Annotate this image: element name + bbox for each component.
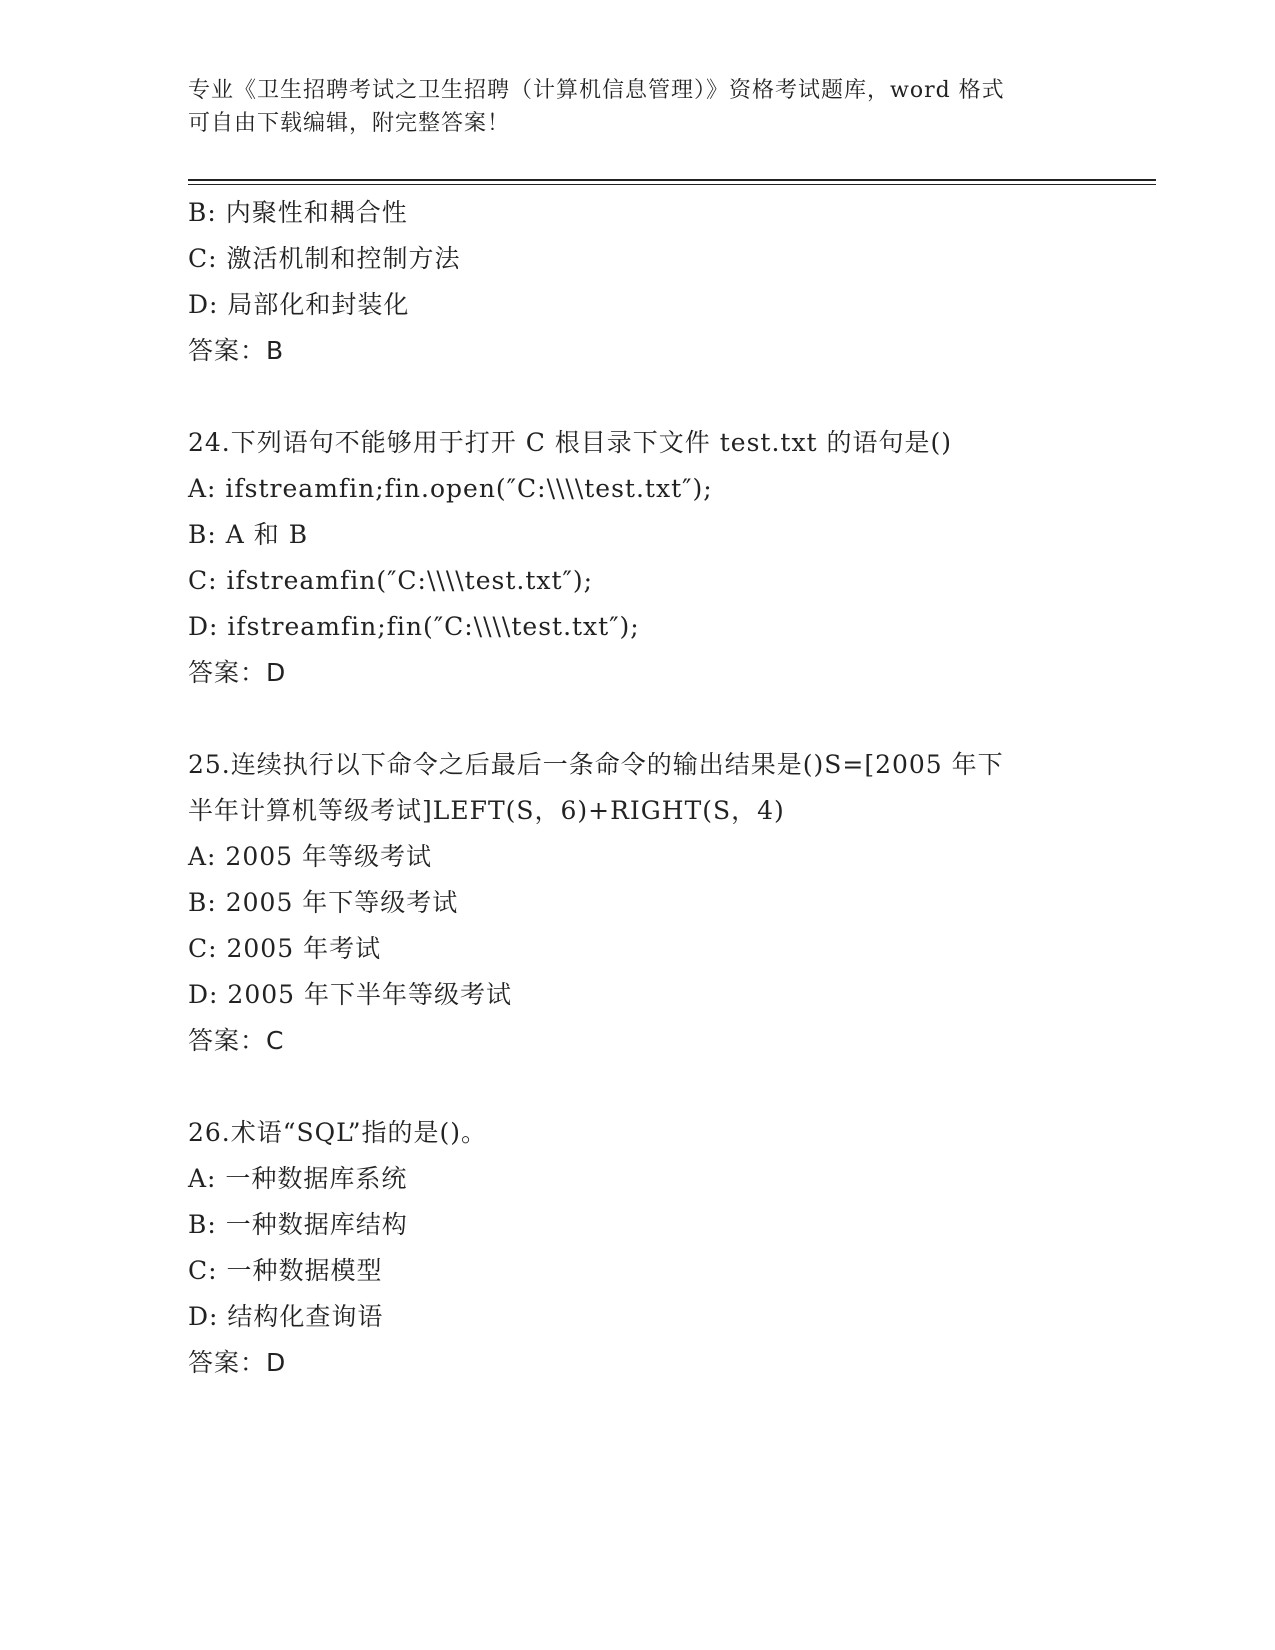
q26-answer: 答案：D [188, 1348, 287, 1377]
q25-option-d: D: 2005 年下半年等级考试 [188, 980, 512, 1009]
q26-option-a: A: 一种数据库系统 [188, 1164, 408, 1193]
question-24-block [188, 420, 1148, 696]
document-header [188, 74, 1088, 140]
q24-option-d: D: ifstreamfin;fin(″C:\\\\test.txt″); [188, 612, 640, 641]
q24-question: 24.下列语句不能够用于打开 C 根目录下文件 test.txt 的语句是() [188, 428, 953, 457]
q23-answer: 答案：B [188, 336, 285, 365]
question-26-block [188, 1110, 1148, 1386]
q25-answer: 答案：C [188, 1026, 285, 1055]
q25-question-line-1: 25.连续执行以下命令之后最后一条命令的输出结果是()S=[2005 年下 [188, 750, 1004, 779]
q26-option-d: D: 结构化查询语 [188, 1302, 384, 1331]
header-divider-thick [188, 179, 1156, 181]
q26-option-c: C: 一种数据模型 [188, 1256, 383, 1285]
q25-option-c: C: 2005 年考试 [188, 934, 382, 963]
question-25-block [188, 742, 1148, 1064]
header-divider-thin [188, 184, 1156, 185]
q23-option-c: C: 激活机制和控制方法 [188, 244, 461, 273]
q25-option-b: B: 2005 年下等级考试 [188, 888, 459, 917]
q24-option-b: B: A 和 B [188, 520, 309, 549]
header-title-line-2: 可自由下载编辑，附完整答案！ [188, 111, 511, 136]
q24-option-a: A: ifstreamfin;fin.open(″C:\\\\test.txt″); [188, 474, 713, 503]
q26-question: 26.术语“SQL”指的是()。 [188, 1118, 488, 1147]
q24-answer: 答案：D [188, 658, 287, 687]
q26-option-b: B: 一种数据库结构 [188, 1210, 408, 1239]
spacer [188, 1064, 1148, 1110]
header-title-line-1: 专业《卫生招聘考试之卫生招聘（计算机信息管理）》资格考试题库，word 格式 [188, 78, 1005, 103]
q25-option-a: A: 2005 年等级考试 [188, 842, 432, 871]
spacer [188, 374, 1148, 420]
q25-question-line-2: 半年计算机等级考试]LEFT(S，6)+RIGHT(S，4) [188, 796, 785, 825]
q23-option-b: B: 内聚性和耦合性 [188, 198, 408, 227]
question-list [188, 190, 1148, 1386]
spacer [188, 696, 1148, 742]
question-23-block [188, 190, 1148, 374]
q24-option-c: C: ifstreamfin(″C:\\\\test.txt″); [188, 566, 594, 595]
q23-option-d: D: 局部化和封装化 [188, 290, 410, 319]
